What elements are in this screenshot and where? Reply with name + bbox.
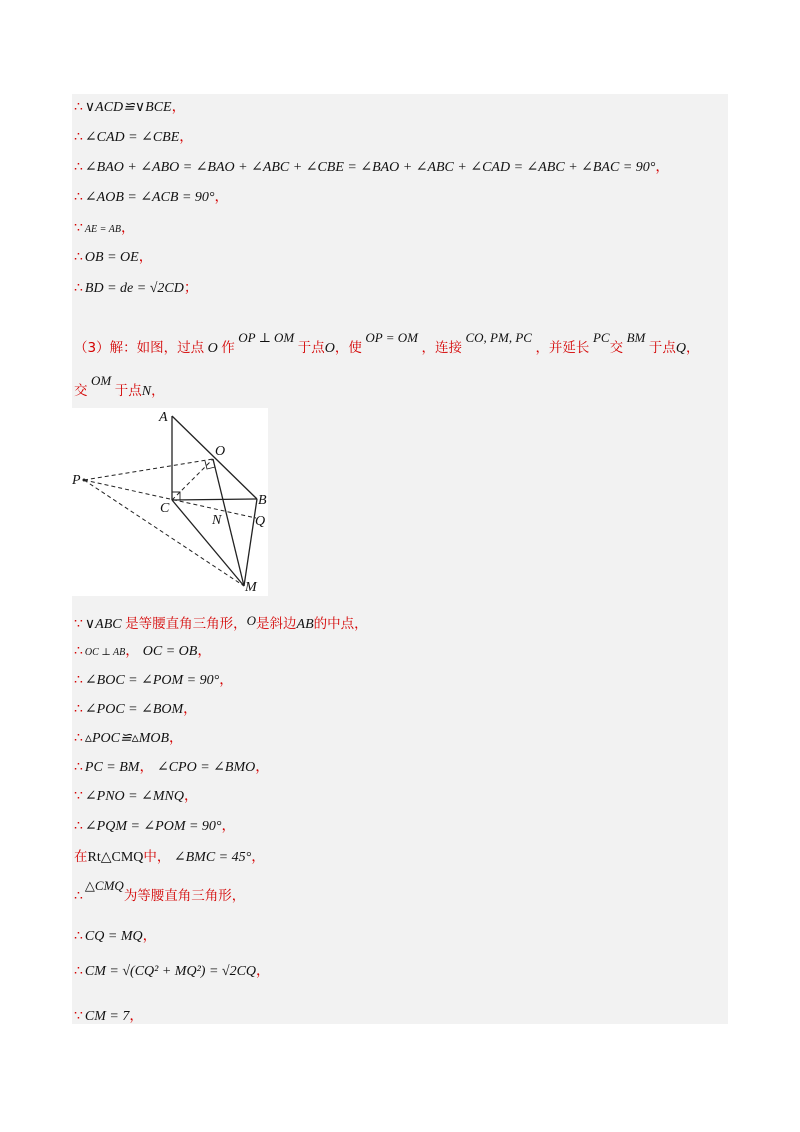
line-ob-oe: ∴ OB = OE， [74, 249, 153, 265]
label-q: Q [255, 514, 266, 529]
line-oc-perp-ab: ∴ OC ⊥ AB， OC = OB， [74, 643, 212, 659]
figure-background [72, 408, 268, 596]
line-angle-sum: ∴ ∠BAO + ∠ABO = ∠BAO + ∠ABC + ∠CBE = ∠BAO + ∠ABC + ∠CAD = ∠ABC + ∠BAC = 90°， [74, 159, 670, 175]
line-cm-sqrt: ∴ CM = √(CQ² + MQ²) = √2CQ， [74, 963, 271, 979]
line-congruent-acd-bce: ∴ ∨ACD≌∨BCE， [74, 99, 186, 115]
geometry-figure [72, 408, 268, 596]
label-m: M [245, 580, 257, 595]
line-angle-boc-pom: ∴ ∠BOC = ∠POM = 90°， [74, 672, 234, 688]
line-rt-cmq: 在Rt△CMQ中， ∠BMC = 45°， [74, 849, 266, 865]
line-congruent-poc-mob: ∴ ▵POC≌▵MOB， [74, 730, 184, 746]
line-angle-pqm: ∴ ∠PQM = ∠POM = 90°， [74, 818, 236, 834]
line-angle-poc-bom: ∴ ∠POC = ∠BOM， [74, 701, 198, 717]
point-p [83, 479, 86, 482]
line-pc-bm: ∴ PC = BM， ∠CPO = ∠BMO， [74, 759, 270, 775]
line-cq-mq: ∴ CQ = MQ， [74, 928, 157, 944]
label-n: N [212, 513, 222, 528]
label-o: O [215, 444, 226, 459]
label-a: A [159, 410, 168, 425]
line-bd-de: ∴ BD = de = √2CD； [74, 280, 198, 296]
line-ae-ab: ∵ AE = AB， [74, 220, 135, 236]
line-angle-aob: ∴ ∠AOB = ∠ACB = 90°， [74, 189, 229, 205]
line-cmq-isosceles: ∴△CMQ为等腰直角三角形， [74, 878, 246, 904]
line-angle-pno-mnq: ∵ ∠PNO = ∠MNQ， [74, 788, 198, 804]
line-angle-cad-cbe: ∴ ∠CAD = ∠CBE， [74, 129, 194, 145]
part3-statement: （3）解：如图，过点 O 作 OP ⊥ OM 于点O，使 OP = OM ，连接 CO, PM, PC ，并延长 PC交 BM 于点Q， [74, 330, 700, 356]
label-p: P [72, 473, 81, 488]
line-cm-seven: ∵ CM = 7， [74, 1008, 144, 1024]
line-abc-isosceles: ∵ ∨ABC 是等腰直角三角形，O是斜边AB的中点， [74, 613, 368, 632]
label-c: C [160, 501, 170, 516]
label-b: B [258, 493, 267, 508]
part3-statement-cont: 交 OM 于点N， [74, 373, 165, 399]
